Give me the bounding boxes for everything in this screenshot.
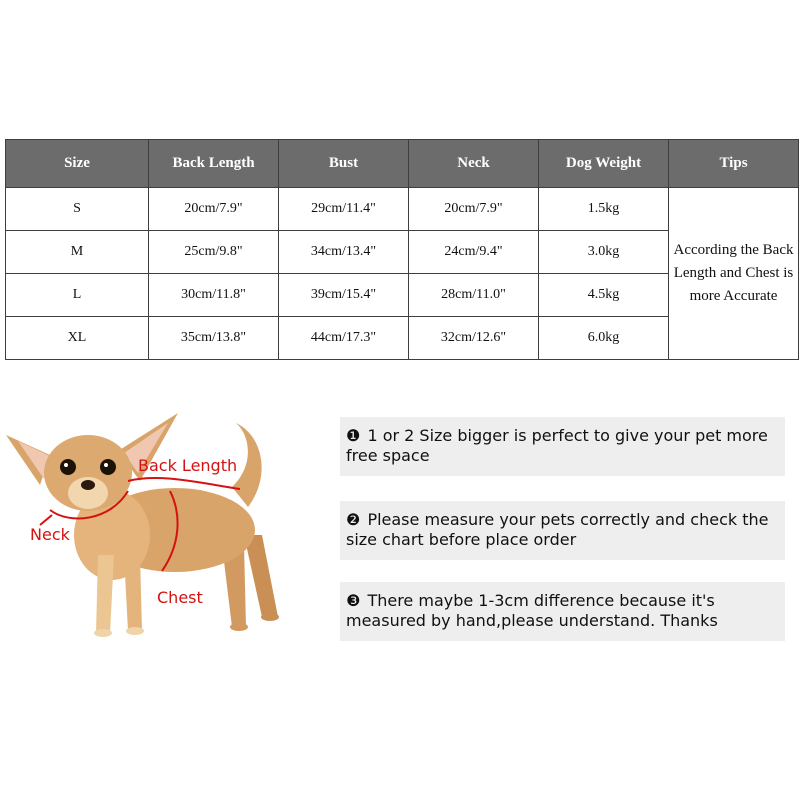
cell-tips: According the Back Length and Chest is more Accurate	[669, 188, 799, 360]
table-row	[6, 188, 799, 231]
label-neck: Neck	[30, 525, 70, 544]
dog-nose	[81, 480, 95, 490]
cell-back-length: 25cm/9.8"	[149, 231, 279, 274]
dog-measurement-illustration	[0, 395, 330, 655]
header-dog-weight: Dog Weight	[539, 140, 669, 188]
label-chest: Chest	[157, 588, 203, 607]
back-length-measure-line	[128, 478, 240, 489]
cell-size: S	[6, 188, 149, 231]
dog-back-leg	[244, 535, 278, 617]
cell-neck: 28cm/11.0"	[409, 274, 539, 317]
cell-back-length: 20cm/7.9"	[149, 188, 279, 231]
cell-size: M	[6, 231, 149, 274]
cell-neck: 20cm/7.9"	[409, 188, 539, 231]
header-tips: Tips	[669, 140, 799, 188]
dog-front-leg	[96, 555, 114, 633]
header-size: Size	[6, 140, 149, 188]
dog-front-leg	[124, 555, 142, 631]
table-header-row	[6, 140, 799, 188]
header-back-length: Back Length	[149, 140, 279, 188]
number-two-icon: ❷	[346, 510, 361, 529]
cell-size: XL	[6, 317, 149, 360]
dog-eye	[100, 459, 116, 475]
tip-1	[340, 417, 785, 476]
header-neck: Neck	[409, 140, 539, 188]
cell-bust: 29cm/11.4"	[279, 188, 409, 231]
tip-text: Please measure your pets correctly and check the size chart before place order	[346, 510, 769, 549]
header-bust: Bust	[279, 140, 409, 188]
cell-size: L	[6, 274, 149, 317]
cell-neck: 32cm/12.6"	[409, 317, 539, 360]
cell-dog-weight: 3.0kg	[539, 231, 669, 274]
cell-dog-weight: 4.5kg	[539, 274, 669, 317]
number-one-icon: ❶	[346, 426, 361, 445]
cell-back-length: 35cm/13.8"	[149, 317, 279, 360]
number-three-icon: ❸	[346, 591, 361, 610]
cell-dog-weight: 1.5kg	[539, 188, 669, 231]
cell-back-length: 30cm/11.8"	[149, 274, 279, 317]
dog-eye	[60, 459, 76, 475]
tip-3	[340, 582, 785, 641]
cell-neck: 24cm/9.4"	[409, 231, 539, 274]
cell-bust: 44cm/17.3"	[279, 317, 409, 360]
tip-text: There maybe 1-3cm difference because it's measured by hand,please understand. Thanks	[346, 591, 718, 630]
cell-bust: 39cm/15.4"	[279, 274, 409, 317]
tip-text: 1 or 2 Size bigger is perfect to give your pet more free space	[346, 426, 768, 465]
label-back-length: Back Length	[138, 456, 238, 475]
cell-bust: 34cm/13.4"	[279, 231, 409, 274]
tip-2	[340, 501, 785, 560]
size-chart-table	[5, 139, 799, 360]
cell-dog-weight: 6.0kg	[539, 317, 669, 360]
